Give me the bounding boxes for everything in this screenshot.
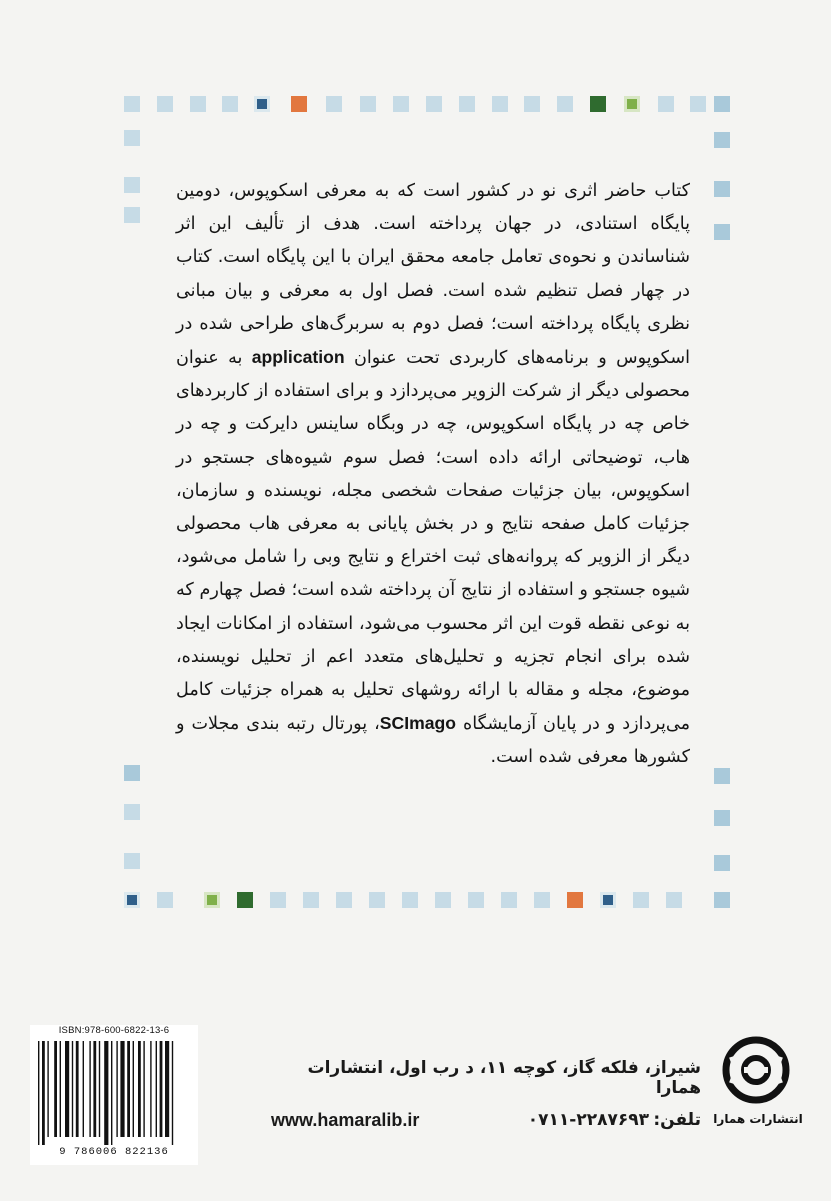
barcode-bar [150,1041,151,1137]
frame-square [270,892,286,908]
frame-square [714,892,730,908]
frame-square [124,853,140,869]
isbn-digits: 9 786006 822136 [59,1146,169,1158]
barcode-bar [47,1041,48,1137]
barcode-bar [172,1041,173,1145]
description-text-part: ، پورتال رتبه بندی مجلات و کشورها معرفی شده است. [176,714,690,768]
book-description [176,175,690,775]
barcode-bar [104,1041,108,1145]
frame-square [714,132,730,148]
barcode-bar [76,1041,79,1137]
frame-square [254,96,270,112]
frame-square [157,892,173,908]
term-application: application [251,347,345,368]
barcode-bar [120,1041,124,1137]
frame-square [360,96,376,112]
barcode-bar [133,1041,134,1137]
frame-square [157,96,173,112]
frame-square [567,892,583,908]
frame-square [714,810,730,826]
frame-square [590,96,606,112]
frame-square [426,96,442,112]
frame-square [435,892,451,908]
barcode-bar [42,1041,45,1145]
frame-square [714,768,730,784]
publisher-address: شیراز، فلکه گاز، کوچه ۱۱، د رب اول، انتشارات همارا [307,1058,701,1098]
barcode-bar [99,1041,100,1137]
frame-square [402,892,418,908]
frame-square [124,765,140,781]
frame-square [459,96,475,112]
frame-square [492,96,508,112]
frame-square [303,892,319,908]
barcode-bar [138,1041,141,1137]
barcode-bar [111,1041,112,1145]
frame-square [291,96,307,112]
frame-square [369,892,385,908]
frame-square [124,804,140,820]
frame-square [393,96,409,112]
frame-square [690,96,706,112]
frame-square [336,892,352,908]
frame-square [714,224,730,240]
frame-square [204,892,220,908]
barcode-bar [54,1041,57,1137]
frame-square [124,177,140,193]
barcode-bar [93,1041,96,1137]
barcode-bar [127,1041,130,1137]
frame-square [237,892,253,908]
term-scimago: SCImago [379,713,457,734]
frame-square [124,130,140,146]
barcode-bar [38,1041,39,1145]
frame-square [557,96,573,112]
frame-square [534,892,550,908]
phone-number: ۰۷۱۱-۲۲۸۷۶۹۳ [527,1110,649,1130]
frame-square [326,96,342,112]
frame-square [190,96,206,112]
frame-square [124,207,140,223]
barcode-bar [160,1041,163,1137]
frame-square [714,855,730,871]
hamara-logo-icon [716,1030,796,1110]
barcode-bar [60,1041,61,1137]
frame-square [501,892,517,908]
isbn-barcode-block [30,1025,198,1165]
barcode-bar [83,1041,84,1137]
contact-row [271,1110,701,1136]
frame-square [524,96,540,112]
frame-square [666,892,682,908]
frame-square [714,96,730,112]
barcode-bar [65,1041,69,1137]
description-text-part: به عنوان محصولی دیگر از شرکت الزویر می‌پردازد و برای استفاده از کاربردهای خاص چه در پایگاه اسکوپوس، چه در وبگاه ساینس دایرکت و چه در هاب، توضیحاتی ارائه داده است؛ فصل سوم شیوه‌های جستجو در اسکوپوس، بیان جزئیات صفحات شخصی مجله، نویسنده و سازمان، جزئیات کامل صفحه نتایج و در بخش پایانی به معرفی هاب محصولی دیگر از الزویر که پروانه‌های ثبت اختراع و نتایج وبی را شامل می‌شود، شیوه جستجو و استفاده از نتایج آن پرداخته شده است؛ فصل چهارم که به نوعی نقطه قوت این اثر محسوب می‌شود، استفاده از امکانات ایجاد شده برای انجام تجزیه و تحلیل‌های متعدد اعم از تحلیل نویسنده، موضوع، مجله و مقاله با ارائه روشهای تحلیل به همراه جزئیات کامل می‌پردازد و در پایان آزمایشگاه [176,348,690,735]
frame-square [714,181,730,197]
frame-square [633,892,649,908]
barcode-bar [89,1041,90,1137]
publisher-name-logo: انتشارات همارا [713,1112,803,1126]
frame-square [600,892,616,908]
barcode-bar [72,1041,73,1137]
frame-square [124,96,140,112]
description-text-part: کتاب حاضر اثری نو در کشور است که به معرفی اسکوپوس، دومین پایگاه استنادی، در جهان پرداخته است. هدف از تألیف این اثر شناساندن و نحوه‌ی تعامل جامعه محقق ایران با این پایگاه است. کتاب در چهار فصل تنظیم شده است. فصل اول به معرفی و بیان مبانی نظری پایگاه پرداخته است؛ فصل دوم به سربرگ‌های طراحی شده در اسکوپوس و برنامه‌های کاربردی تحت عنوان [176,181,690,369]
barcode-bar [156,1041,157,1137]
isbn-label: ISBN:978-600-6822-13-6 [58,1025,170,1036]
frame-square [124,892,140,908]
barcode-icon [34,1041,194,1145]
website-link[interactable]: www.hamaralib.ir [271,1110,420,1130]
barcode-bar [165,1041,169,1137]
phone-label: تلفن: [653,1110,701,1130]
barcode-bar [143,1041,144,1137]
frame-square [658,96,674,112]
barcode-bar [116,1041,117,1137]
frame-square [222,96,238,112]
frame-square [624,96,640,112]
description-paragraph [176,175,690,775]
frame-square [468,892,484,908]
